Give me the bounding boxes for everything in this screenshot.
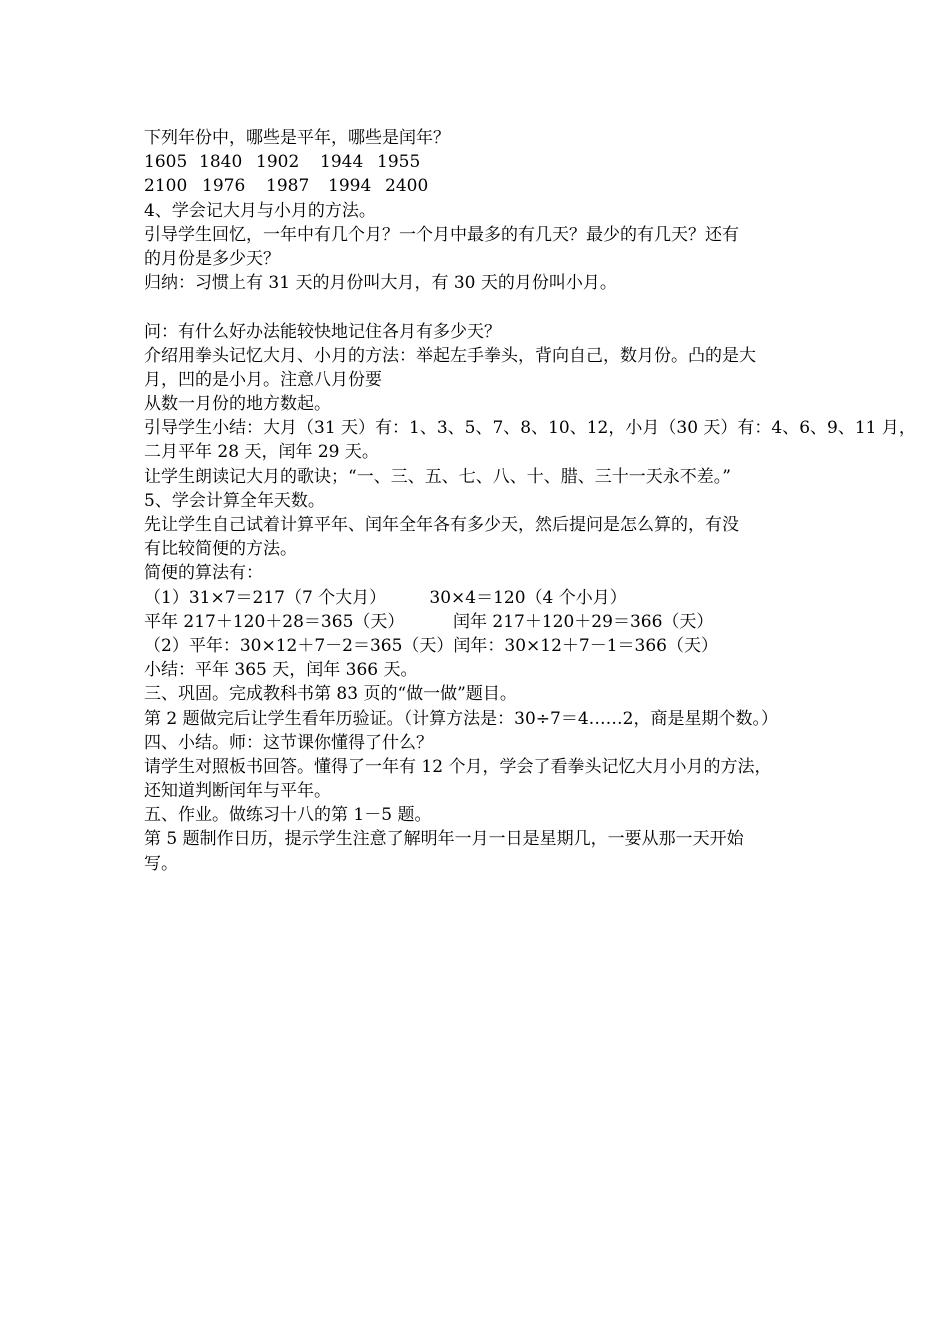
section-heading: 四、小结。师：这节课你懂得了什么？ — [144, 732, 433, 753]
year-item: 1994 — [328, 176, 372, 197]
paragraph-line: 还知道判断闰年与平年。 — [144, 781, 331, 802]
paragraph-line: 从数一月份的地方数起。 — [144, 394, 331, 415]
section-heading: 5、学会计算全年天数。 — [144, 490, 325, 511]
paragraph-line: 第 2 题做完后让学生看年历验证。（计算方法是：30÷7＝4……2，商是星期个数。） — [144, 708, 778, 729]
paragraph-line: 二月平年 28 天，闰年 29 天。 — [144, 442, 379, 463]
paragraph-line: 有比较简便的方法。 — [144, 539, 297, 560]
year-item: 1955 — [377, 152, 421, 173]
paragraph-line: 先让学生自己试着计算平年、闰年全年各有多少天，然后提问是怎么算的，有没 — [144, 515, 739, 535]
years-row-1 — [144, 150, 824, 174]
paragraph-line: 第 5 题制作日历，提示学生注意了解明年一月一日是星期几，一要从那一天开始 — [144, 829, 744, 850]
paragraph-line: 小结：平年 365 天，闰年 366 天。 — [144, 660, 418, 681]
formula-line: （1）31×7＝217（7 个大月） 30×4＝120（4 个小月） — [144, 587, 627, 608]
section-heading: 五、作业。做练习十八的第 1－5 题。 — [144, 805, 432, 826]
paragraph-line: 简便的算法有： — [144, 563, 263, 584]
section-heading: 4、学会记大月与小月的方法。 — [144, 200, 376, 221]
year-item: 2400 — [385, 176, 429, 197]
year-item: 1840 — [199, 152, 243, 173]
year-item: 1976 — [202, 176, 246, 197]
formula-line: 平年 217＋120＋28＝365（天） 闰年 217＋120＋29＝366（天） — [144, 611, 714, 632]
paragraph-line: 请学生对照板书回答。懂得了一年有 12 个月，学会了看拳头记忆大月小月的方法， — [144, 756, 772, 777]
year-item: 1944 — [320, 152, 364, 173]
year-item: 1987 — [266, 176, 310, 197]
paragraph-line: 问：有什么好办法能较快地记住各月有多少天？ — [144, 321, 501, 342]
paragraph-line: 归纳：习惯上有 31 天的月份叫大月，有 30 天的月份叫小月。 — [144, 273, 617, 294]
paragraph-line: 月，凹的是小月。注意八月份要 — [144, 369, 382, 390]
paragraph-line: 写。 — [144, 853, 178, 874]
paragraph-line: 引导学生小结：大月（31 天）有：1、3、5、7、8、10、12，小月（30 天）有：4、6、9、11 月， — [144, 418, 916, 439]
paragraph-line: 让学生朗读记大月的歌诀；“一、三、五、七、八、十、腊、三十一天永不差。” — [144, 466, 731, 487]
year-item: 2100 — [144, 176, 188, 197]
paragraph-line: 的月份是多少天？ — [144, 248, 280, 269]
year-item: 1902 — [256, 152, 300, 173]
formula-line: （2）平年：30×12＋7－2＝365（天）闰年：30×12＋7－1＝366（天） — [144, 635, 718, 656]
document-body — [144, 126, 916, 876]
section-heading: 三、巩固。完成教科书第 83 页的“做一做”题目。 — [144, 684, 517, 705]
blank-line — [144, 295, 824, 319]
paragraph-line: 引导学生回忆，一年中有几个月？一个月中最多的有几天？最少的有几天？还有 — [144, 224, 739, 245]
years-row-2 — [144, 174, 824, 198]
paragraph-line: 介绍用拳头记忆大月、小月的方法：举起左手拳头，背向自己，数月份。凸的是大 — [144, 345, 756, 366]
year-item: 1605 — [144, 152, 188, 173]
question-line: 下列年份中，哪些是平年，哪些是闰年？ — [144, 128, 450, 148]
